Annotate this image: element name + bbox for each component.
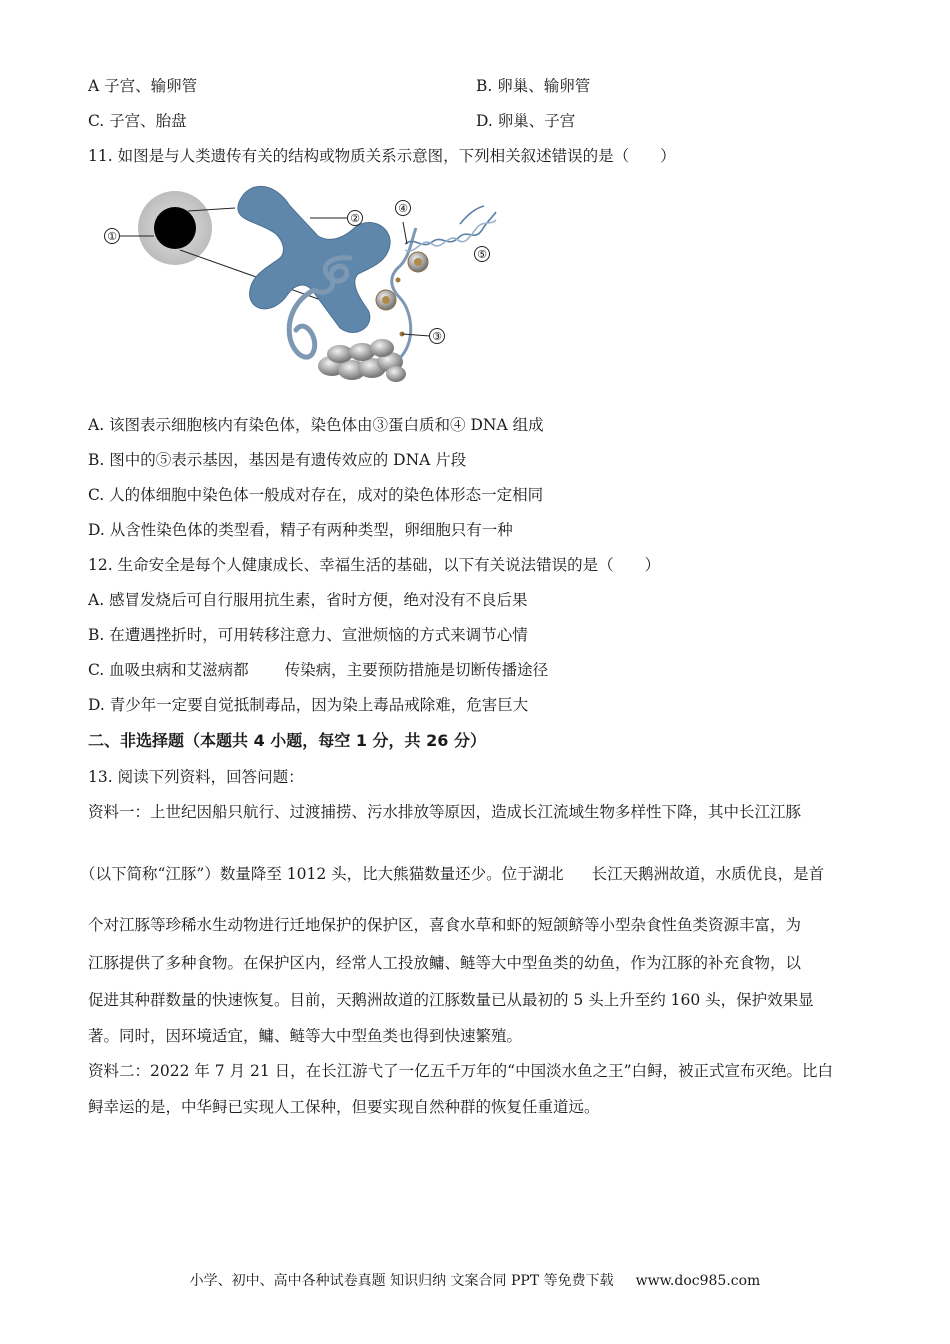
q12-option-c-part1: C. 血吸虫病和艾滋病都 xyxy=(88,661,249,679)
q11-option-a: A. 该图表示细胞核内有染色体，染色体由③蛋白质和④ DNA 组成 xyxy=(88,416,544,434)
page-footer xyxy=(0,1270,950,1290)
q12-stem: 12. 生命安全是每个人健康成长、幸福生活的基础，以下有关说法错误的是（ ） xyxy=(88,556,661,574)
q13-material1-line2 xyxy=(80,864,824,884)
q11-option-c: C. 人的体细胞中染色体一般成对存在，成对的染色体形态一定相同 xyxy=(88,486,544,504)
q11-option-d: D. 从含性染色体的类型看，精子有两种类型，卵细胞只有一种 xyxy=(88,521,513,539)
cell-nucleus xyxy=(154,207,196,249)
q13-material2-line2: 鲟幸运的是，中华鲟已实现人工保种，但要实现自然种群的恢复任重道远。 xyxy=(88,1098,600,1116)
q10-option-b: B. 卵巢、输卵管 xyxy=(476,77,591,95)
q13-stem: 13. 阅读下列资料，回答问题： xyxy=(88,768,304,786)
label-4: ④ xyxy=(398,202,408,215)
q10-option-c: C. 子宫、胎盘 xyxy=(88,112,187,130)
q13-material1-line2b: 长江天鹅洲故道，水质优良，是首 xyxy=(591,865,825,883)
q11-stem: 11. 如图是与人类遗传有关的结构或物质关系示意图，下列相关叙述错误的是（ ） xyxy=(88,147,676,165)
chromosome xyxy=(238,186,390,332)
footer-text: 小学、初中、高中各种试卷真题 知识归纳 文案合同 PPT 等免费下载 xyxy=(189,1273,614,1289)
q10-option-d: D. 卵巢、子宫 xyxy=(476,112,576,130)
q11-option-b: B. 图中的⑤表示基因，基因是有遗传效应的 DNA 片段 xyxy=(88,451,467,469)
section-heading: 二、非选择题（本题共 4 小题，每空 1 分，共 26 分） xyxy=(88,731,486,750)
label-1: ① xyxy=(107,230,117,243)
q12-option-c xyxy=(88,660,548,680)
q13-material1-line1: 资料一：上世纪因船只航行、过渡捕捞、污水排放等原因，造成长江流域生物多样性下降，其中长江江豚 xyxy=(88,803,802,821)
q12-option-b: B. 在遭遇挫折时，可用转移注意力、宣泄烦恼的方式来调节心情 xyxy=(88,626,528,644)
q13-material1-line6: 著。同时，因环境适宜，鳙、鲢等大中型鱼类也得到快速繁殖。 xyxy=(88,1027,523,1045)
q13-material2-line1: 资料二：2022 年 7 月 21 日，在长江游弋了一亿五千万年的“中国淡水鱼之王”白鲟，被正式宣布灭绝。比白 xyxy=(88,1062,834,1080)
label-5: ⑤ xyxy=(477,248,487,261)
footer-url[interactable]: www.doc985.com xyxy=(635,1273,761,1289)
q13-material1-line2a: （以下简称“江豚”）数量降至 1012 头，比大熊猫数量还少。位于湖北 xyxy=(80,865,564,883)
q12-option-a: A. 感冒发烧后可自行服用抗生素，省时方便，绝对没有不良后果 xyxy=(88,591,528,609)
dna-helix xyxy=(405,206,496,251)
nucleosome-beads xyxy=(318,339,406,382)
q13-material1-line5: 促进其种群数量的快速恢复。目前，天鹅洲故道的江豚数量已从最初的 5 头上升至约 160 头，保护效果显 xyxy=(88,991,814,1009)
chromosome-diagram xyxy=(100,178,500,393)
q12-option-c-part2: 传染病，主要预防措施是切断传播途径 xyxy=(284,661,549,679)
label-2: ② xyxy=(350,212,360,225)
q13-material1-line4: 江豚提供了多种食物。在保护区内，经常人工投放鳙、鲢等大中型鱼类的幼鱼，作为江豚的补充食物，以 xyxy=(88,954,802,972)
q13-material1-line3: 个对江豚等珍稀水生动物进行迁地保护的保护区，喜食水草和虾的短颌鲚等小型杂食性鱼类资源丰富，为 xyxy=(88,916,802,934)
q10-option-a: A 子宫、输卵管 xyxy=(88,77,198,95)
q12-option-d: D. 青少年一定要自觉抵制毒品，因为染上毒品戒除难，危害巨大 xyxy=(88,696,529,714)
label-3: ③ xyxy=(432,330,442,343)
